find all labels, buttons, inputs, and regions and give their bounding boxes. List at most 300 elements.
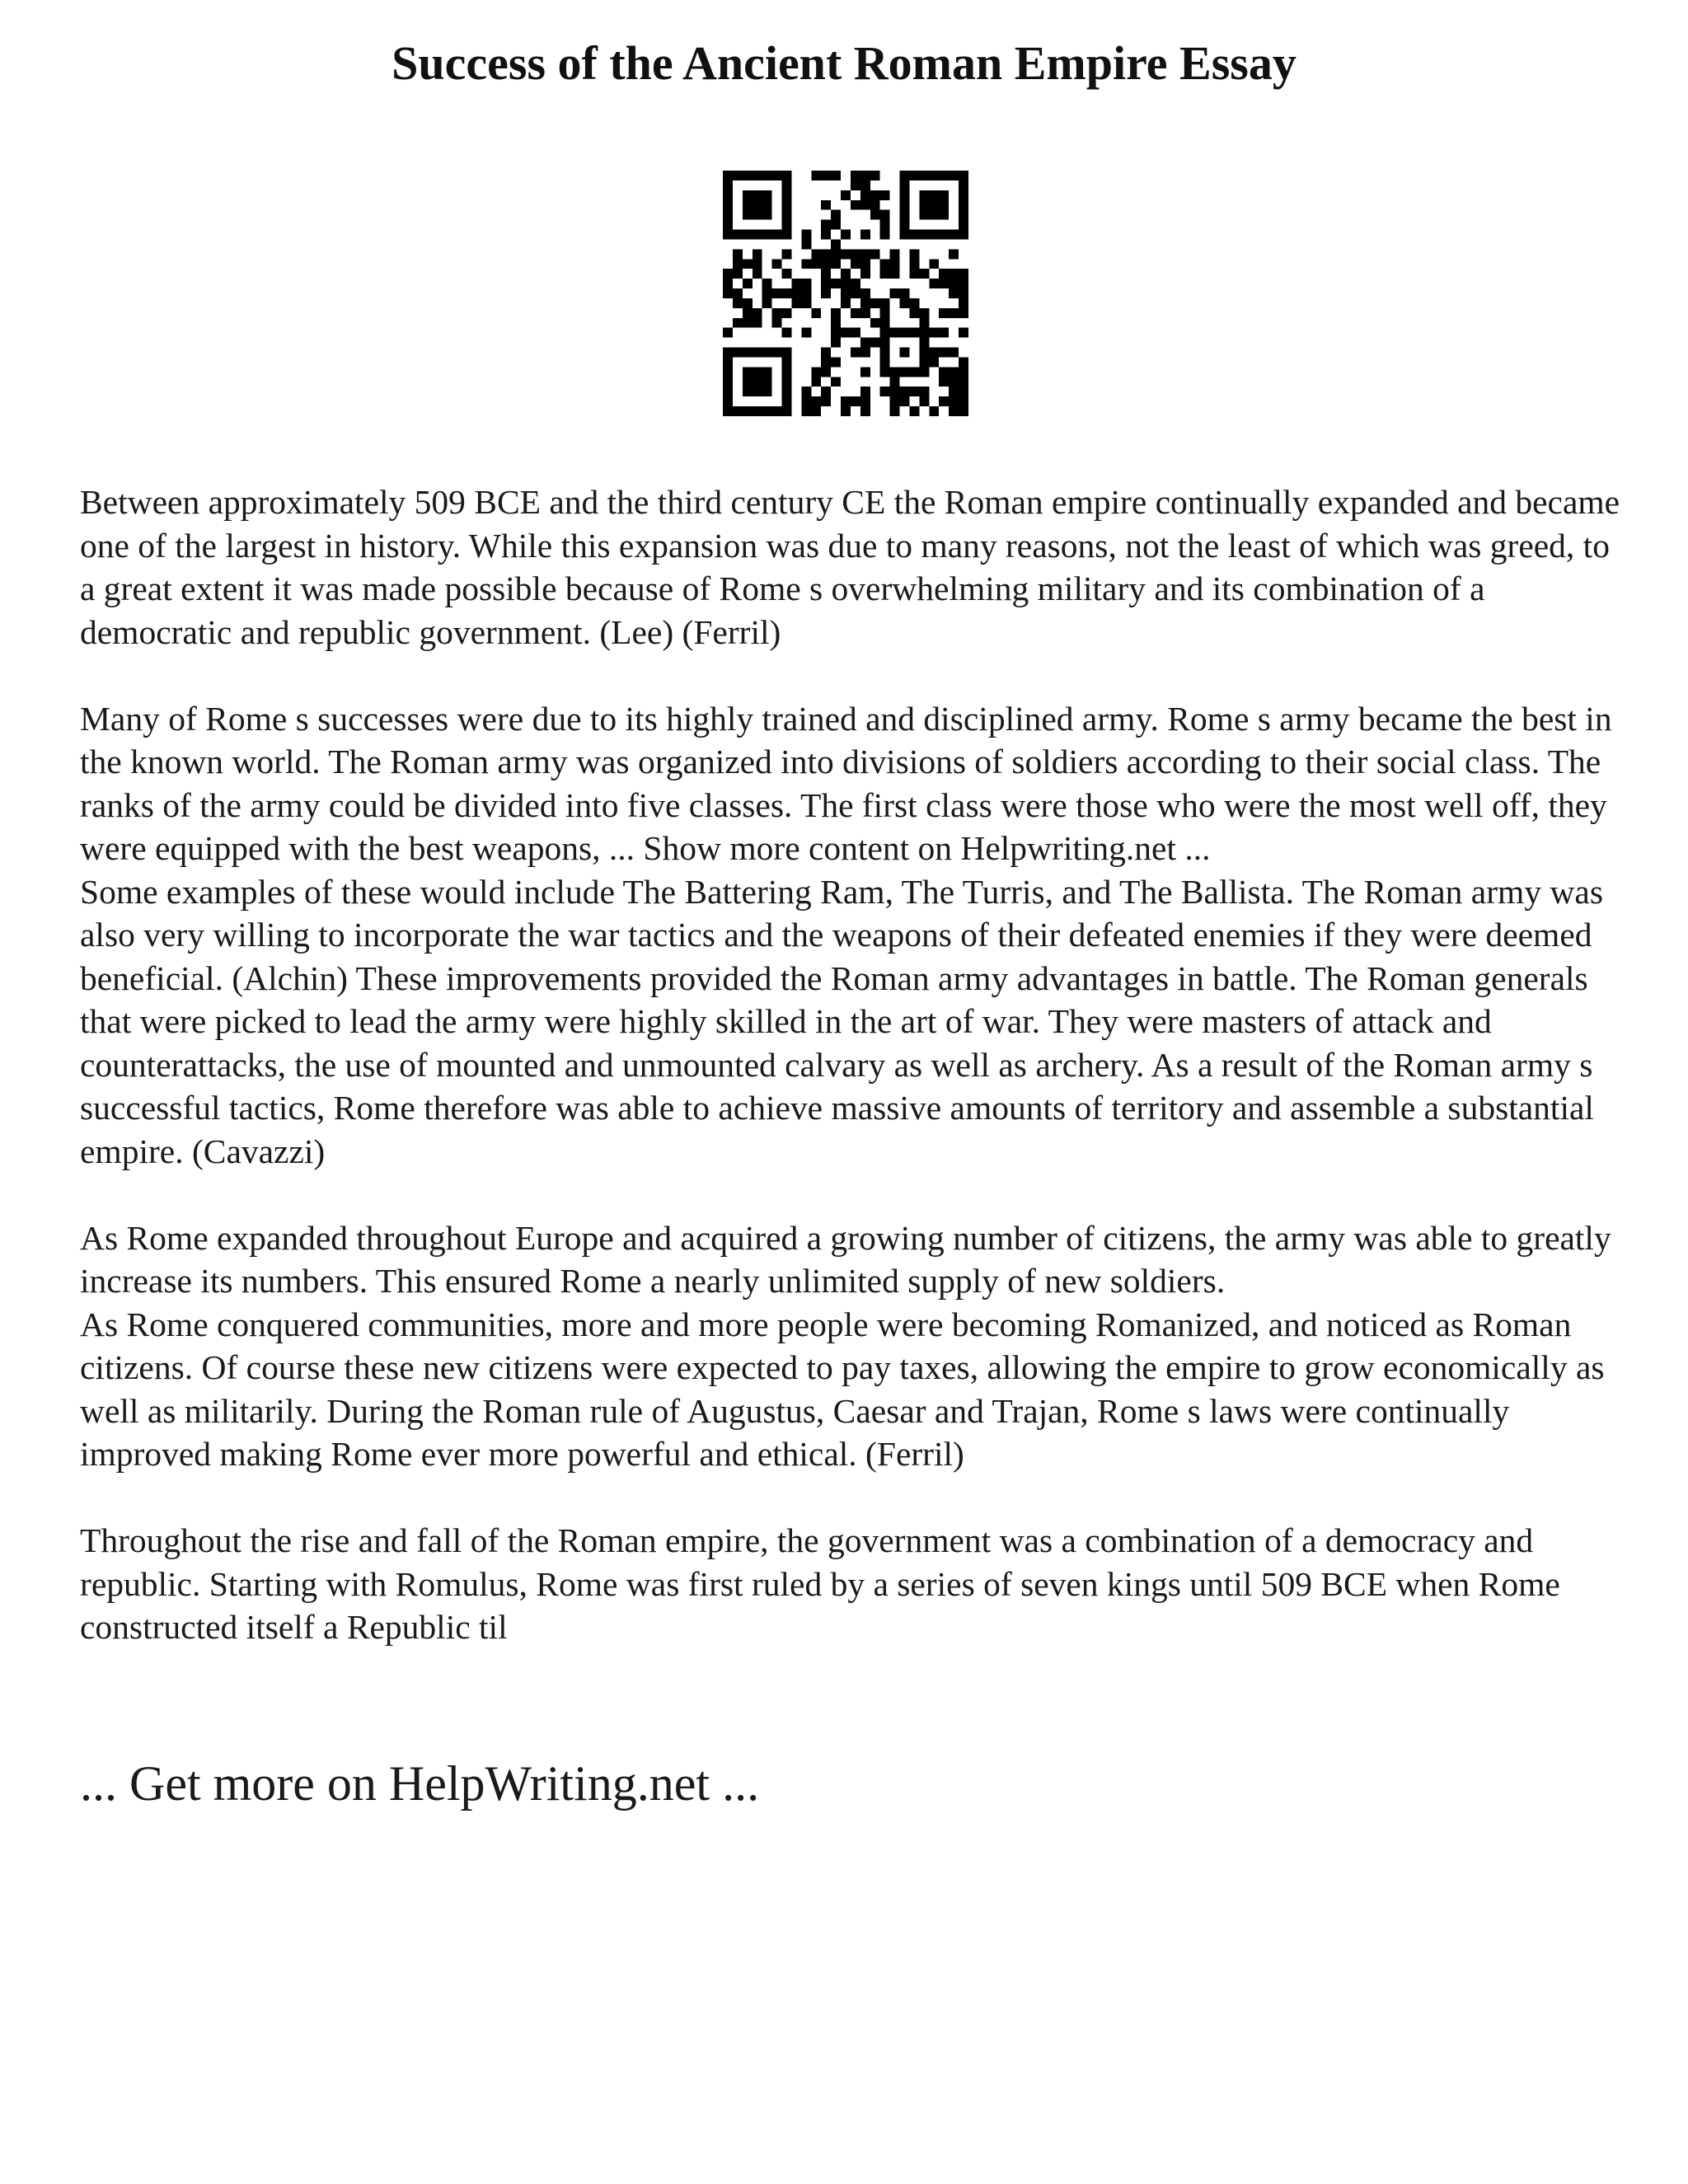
qr-module — [900, 171, 910, 180]
qr-module — [851, 396, 860, 406]
qr-module — [762, 171, 772, 180]
paragraph-1: Between approximately 509 BCE and the third century CE the Roman empire continually expanded and became one of the largest in history. While this expansion was due to many reasons, not the least of which was greed, to a great extent it was made possible because of Rome s overwhelming military and its combination of a democratic and republic government. (Lee) (Ferril) — [80, 483, 1620, 651]
qr-module — [841, 230, 851, 240]
qr-module — [880, 220, 890, 230]
qr-module — [831, 210, 841, 220]
qr-module — [890, 249, 900, 259]
qr-module — [880, 318, 890, 328]
qr-module — [723, 348, 733, 358]
qr-module — [851, 200, 860, 210]
qr-module — [762, 190, 772, 200]
qr-module — [801, 239, 811, 249]
qr-module — [880, 338, 890, 348]
paragraph-5: As Rome conquered communities, more and more people were becoming Romanized, and noticed as Roman citizens. Of course these new citizens were expected to pay taxes, allowing the empire to grow economically as well as militarily. During the Roman rule of Augustus, Caesar and Trajan, Rome s laws were continually improved making Rome ever more powerful and ethical. (Ferril) — [80, 1305, 1605, 1473]
qr-module — [831, 171, 841, 180]
qr-module — [939, 348, 949, 358]
qr-module — [900, 220, 910, 230]
qr-module — [723, 288, 733, 298]
qr-module — [900, 200, 910, 210]
qr-module — [919, 367, 929, 377]
qr-module — [949, 249, 959, 259]
qr-module — [909, 298, 919, 308]
qr-module — [890, 406, 900, 416]
qr-module — [821, 387, 831, 396]
qr-module — [831, 279, 841, 288]
qr-module — [851, 180, 860, 190]
qr-module — [851, 288, 860, 298]
qr-module — [841, 190, 851, 200]
qr-module — [762, 230, 772, 240]
qr-module — [723, 269, 733, 279]
qr-module — [723, 220, 733, 230]
qr-module — [782, 200, 792, 210]
qr-module — [939, 396, 949, 406]
qr-module — [762, 279, 772, 288]
qr-module — [929, 171, 939, 180]
qr-module — [743, 190, 753, 200]
qr-module — [801, 406, 811, 416]
qr-module — [772, 348, 782, 358]
qr-module — [801, 387, 811, 396]
qr-module — [821, 348, 831, 358]
qr-module — [772, 230, 782, 240]
qr-module — [929, 210, 939, 220]
qr-module — [851, 308, 860, 318]
qr-module — [900, 328, 910, 338]
qr-module — [890, 396, 900, 406]
qr-module — [890, 288, 900, 298]
qr-module — [929, 230, 939, 240]
qr-module — [860, 190, 870, 200]
qr-module — [860, 288, 870, 298]
qr-module — [900, 367, 910, 377]
qr-module — [870, 210, 880, 220]
qr-module — [782, 387, 792, 396]
qr-module — [870, 298, 880, 308]
qr-module — [821, 288, 831, 298]
qr-module — [753, 377, 762, 387]
qr-module — [821, 220, 831, 230]
qr-module — [821, 249, 831, 259]
qr-module — [880, 357, 890, 367]
qr-module — [782, 249, 792, 259]
qr-module — [949, 171, 959, 180]
qr-module — [831, 338, 841, 348]
qr-module — [782, 230, 792, 240]
qr-module — [733, 348, 743, 358]
qr-module — [851, 279, 860, 288]
qr-module — [733, 269, 743, 279]
qr-module — [949, 396, 959, 406]
qr-module — [860, 171, 870, 180]
qr-module — [733, 406, 743, 416]
qr-module — [860, 298, 870, 308]
qr-module — [723, 200, 733, 210]
qr-module — [870, 200, 880, 210]
qr-module — [753, 308, 762, 318]
qr-module — [782, 328, 792, 338]
qr-module — [860, 338, 870, 348]
qr-module — [821, 171, 831, 180]
qr-module — [841, 279, 851, 288]
qr-module — [831, 220, 841, 230]
qr-module — [831, 328, 841, 338]
qr-module — [841, 328, 851, 338]
qr-module — [851, 328, 860, 338]
qr-module — [743, 348, 753, 358]
qr-module — [782, 396, 792, 406]
qr-module — [949, 279, 959, 288]
qr-module — [939, 210, 949, 220]
qr-code-icon[interactable] — [723, 171, 968, 416]
qr-module — [723, 180, 733, 190]
qr-module — [860, 230, 870, 240]
qr-module — [743, 259, 753, 269]
qr-module — [753, 318, 762, 328]
qr-module — [743, 308, 753, 318]
qr-module — [919, 210, 929, 220]
qr-module — [919, 171, 929, 180]
qr-module — [723, 396, 733, 406]
qr-module — [733, 298, 743, 308]
qr-module — [821, 357, 831, 367]
qr-module — [860, 396, 870, 406]
qr-module — [870, 338, 880, 348]
qr-module — [723, 387, 733, 396]
qr-module — [939, 269, 949, 279]
qr-module — [762, 298, 772, 308]
qr-module — [870, 171, 880, 180]
qr-module — [939, 171, 949, 180]
qr-module — [909, 406, 919, 416]
qr-module — [860, 367, 870, 377]
qr-module — [743, 367, 753, 377]
qr-module — [772, 308, 782, 318]
qr-module — [860, 406, 870, 416]
qr-module — [753, 259, 762, 269]
qr-module — [821, 200, 831, 210]
qr-module — [733, 249, 743, 259]
qr-module — [723, 377, 733, 387]
qr-module — [831, 308, 841, 318]
qr-module — [909, 171, 919, 180]
qr-module — [929, 279, 939, 288]
qr-module — [890, 269, 900, 279]
qr-module — [909, 269, 919, 279]
qr-module — [880, 269, 890, 279]
qr-module — [723, 328, 733, 338]
qr-module — [733, 230, 743, 240]
qr-module — [939, 200, 949, 210]
qr-module — [831, 259, 841, 269]
qr-module — [929, 406, 939, 416]
qr-module — [733, 171, 743, 180]
qr-module — [782, 171, 792, 180]
qr-module — [811, 367, 821, 377]
qr-module — [880, 230, 890, 240]
qr-module — [743, 387, 753, 396]
qr-module — [723, 190, 733, 200]
qr-module — [949, 377, 959, 387]
qr-module — [811, 308, 821, 318]
qr-module — [782, 406, 792, 416]
paragraph-4: As Rome expanded throughout Europe and acquired a growing number of citizens, the army was able to greatly increase its numbers. This ensured Rome a nearly unlimited supply of new soldiers. — [80, 1218, 1611, 1300]
qr-module — [959, 328, 968, 338]
qr-module — [753, 230, 762, 240]
qr-module — [959, 367, 968, 377]
qr-module — [762, 348, 772, 358]
qr-module — [831, 357, 841, 367]
paragraph-3: Some examples of these would include The Battering Ram, The Turris, and The Ballista. The Roman army was also very willing to incorporate the war tactics and the weapons of their defeated enemies if they were deemed beneficial. (Alchin) These improvements provided the Roman army advantages in battle. The Roman generals that were picked to lead the army were highly skilled in the art of war. They were masters of attack and counterattacks, the use of mounted and unmounted calvary as well as archery. As a result of the Roman army s successful tactics, Rome therefore was able to achieve massive amounts of territory and assemble a substantial empire. (Cavazzi) — [80, 872, 1603, 1170]
qr-module — [860, 387, 870, 396]
qr-module — [880, 190, 890, 200]
qr-module — [821, 396, 831, 406]
qr-module — [929, 328, 939, 338]
qr-module — [753, 348, 762, 358]
qr-module — [753, 171, 762, 180]
qr-module — [919, 338, 929, 348]
paragraph-6: Throughout the rise and fall of the Roman empire, the government was a combination of a democracy and republic. Starting with Romulus, Rome was first ruled by a series of seven kings until 509 BCE when Rome constructed itself a Republic til — [80, 1521, 1560, 1646]
qr-module — [782, 377, 792, 387]
qr-module — [939, 190, 949, 200]
qr-module — [841, 269, 851, 279]
qr-module — [939, 279, 949, 288]
qr-module — [880, 298, 890, 308]
qr-module — [821, 259, 831, 269]
qr-module — [811, 259, 821, 269]
qr-module — [801, 288, 811, 298]
qr-module — [959, 190, 968, 200]
qr-module — [870, 249, 880, 259]
qr-module — [900, 396, 910, 406]
qr-module — [900, 298, 910, 308]
get-more-link[interactable]: ... Get more on HelpWriting.net ... — [80, 1756, 760, 1811]
qr-module — [919, 190, 929, 200]
qr-module — [753, 367, 762, 377]
qr-module — [743, 279, 753, 288]
qr-module — [791, 298, 801, 308]
qr-module — [831, 239, 841, 249]
qr-module — [831, 249, 841, 259]
qr-module — [880, 387, 890, 396]
qr-module — [959, 298, 968, 308]
qr-module — [743, 318, 753, 328]
qr-module — [743, 230, 753, 240]
qr-module — [900, 288, 910, 298]
qr-module — [791, 288, 801, 298]
qr-module — [919, 269, 929, 279]
qr-module — [919, 318, 929, 328]
qr-module — [753, 387, 762, 396]
qr-module — [811, 396, 821, 406]
qr-module — [959, 230, 968, 240]
qr-module — [831, 377, 841, 387]
qr-module — [762, 406, 772, 416]
qr-module — [753, 210, 762, 220]
qr-module — [782, 220, 792, 230]
qr-module — [949, 387, 959, 396]
qr-module — [860, 200, 870, 210]
qr-module — [909, 259, 919, 269]
qr-module — [860, 348, 870, 358]
qr-module — [753, 200, 762, 210]
qr-module — [753, 249, 762, 259]
qr-module — [841, 396, 851, 406]
qr-module — [900, 210, 910, 220]
qr-module — [929, 190, 939, 200]
qr-module — [782, 308, 792, 318]
qr-module — [743, 210, 753, 220]
qr-module — [949, 269, 959, 279]
qr-module — [860, 308, 870, 318]
qr-module — [821, 367, 831, 377]
qr-module — [959, 357, 968, 367]
qr-module — [919, 308, 929, 318]
qr-module — [909, 249, 919, 259]
qr-module — [959, 288, 968, 298]
qr-module — [733, 288, 743, 298]
qr-module — [900, 230, 910, 240]
qr-module — [959, 308, 968, 318]
qr-module — [782, 210, 792, 220]
qr-module — [791, 279, 801, 288]
qr-module — [909, 387, 919, 396]
qr-module — [801, 298, 811, 308]
qr-module — [743, 298, 753, 308]
qr-module — [949, 288, 959, 298]
qr-module — [782, 357, 792, 367]
qr-module — [772, 318, 782, 328]
qr-module — [841, 249, 851, 259]
qr-module — [851, 259, 860, 269]
qr-module — [900, 180, 910, 190]
qr-module — [919, 387, 929, 396]
qr-module — [841, 288, 851, 298]
qr-module — [772, 406, 782, 416]
qr-module — [782, 269, 792, 279]
qr-module — [723, 279, 733, 288]
qr-module — [890, 259, 900, 269]
qr-module — [743, 377, 753, 387]
qr-module — [723, 230, 733, 240]
qr-module — [900, 190, 910, 200]
qr-module — [801, 230, 811, 240]
qr-module — [880, 210, 890, 220]
qr-module — [782, 348, 792, 358]
qr-module — [821, 230, 831, 240]
qr-module — [909, 367, 919, 377]
qr-module — [772, 259, 782, 269]
essay-body — [80, 480, 1621, 1649]
qr-module — [959, 220, 968, 230]
qr-module — [949, 230, 959, 240]
qr-module — [890, 377, 900, 387]
qr-module — [762, 367, 772, 377]
qr-module — [939, 230, 949, 240]
qr-module — [821, 279, 831, 288]
qr-module — [801, 328, 811, 338]
qr-module — [801, 279, 811, 288]
qr-module — [782, 180, 792, 190]
qr-module — [753, 190, 762, 200]
qr-module — [919, 328, 929, 338]
qr-module — [870, 318, 880, 328]
qr-module — [753, 406, 762, 416]
qr-module — [762, 387, 772, 396]
qr-module — [782, 190, 792, 200]
qr-module — [959, 180, 968, 190]
qr-module — [821, 269, 831, 279]
qr-module — [762, 288, 772, 298]
paragraph-2: Many of Rome s successes were due to its highly trained and disciplined army. Rome s army became the best in the known world. The Roman army was organized into divisions of soldiers according to their social class. The ranks of the army could be divided into five classes. The first class were those who were the most well off, they were equipped with the best weapons, ... Show more content on Helpwriting.net ... — [80, 699, 1612, 867]
qr-module — [909, 328, 919, 338]
qr-module — [959, 377, 968, 387]
qr-module — [743, 171, 753, 180]
qr-module — [762, 210, 772, 220]
qr-module — [959, 396, 968, 406]
qr-module — [743, 200, 753, 210]
qr-module — [959, 171, 968, 180]
qr-module — [762, 377, 772, 387]
qr-module — [831, 318, 841, 328]
qr-module — [959, 279, 968, 288]
qr-module — [919, 348, 929, 358]
qr-module — [762, 200, 772, 210]
qr-module — [880, 259, 890, 269]
qr-module — [860, 180, 870, 190]
qr-module — [939, 328, 949, 338]
qr-module — [959, 406, 968, 416]
qr-module — [939, 367, 949, 377]
qr-module — [880, 348, 890, 358]
qr-module — [949, 406, 959, 416]
qr-module — [772, 288, 782, 298]
qr-module — [772, 171, 782, 180]
qr-module — [801, 259, 811, 269]
qr-module — [929, 259, 939, 269]
qr-module — [851, 249, 860, 259]
qr-module — [890, 367, 900, 377]
qr-module — [900, 387, 910, 396]
qr-module — [919, 230, 929, 240]
page-title: Success of the Ancient Roman Empire Essay — [392, 36, 1296, 90]
qr-module — [929, 357, 939, 367]
qr-module — [909, 230, 919, 240]
qr-module — [860, 259, 870, 269]
qr-module — [841, 298, 851, 308]
qr-module — [880, 328, 890, 338]
qr-module — [851, 171, 860, 180]
qr-module — [723, 367, 733, 377]
qr-module — [723, 357, 733, 367]
qr-module — [870, 190, 880, 200]
qr-module — [949, 308, 959, 318]
qr-module — [811, 377, 821, 387]
qr-module — [811, 406, 821, 416]
qr-module — [743, 406, 753, 416]
qr-module — [860, 249, 870, 259]
qr-module — [880, 367, 890, 377]
qr-module — [949, 348, 959, 358]
qr-module — [782, 367, 792, 377]
qr-module — [851, 348, 860, 358]
qr-module — [959, 200, 968, 210]
qr-module — [919, 200, 929, 210]
qr-module — [949, 367, 959, 377]
qr-module — [733, 259, 743, 269]
qr-module — [890, 328, 900, 338]
qr-module — [959, 210, 968, 220]
